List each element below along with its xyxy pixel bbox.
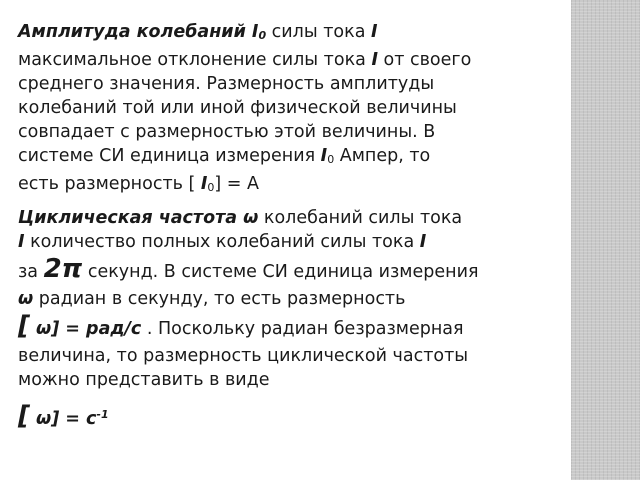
amplitude-text: системе СИ единица измерения (18, 146, 321, 166)
two-pi-symbol: 2π (43, 254, 83, 284)
frequency-paragraph (18, 206, 570, 392)
amplitude-paragraph (18, 20, 570, 200)
frequency-line-7: можно представить в виде (18, 370, 270, 390)
amplitude-text: ] = А (214, 174, 260, 194)
frequency-term: Циклическая частота ω (18, 208, 259, 228)
current-symbol: I (419, 232, 427, 252)
amplitude-subscript: 0 (327, 153, 335, 166)
omega-unit: ω] = рад/с (29, 319, 142, 339)
frequency-line-6: величина, то размерность циклической частоты (18, 346, 469, 366)
formula-line (18, 398, 570, 436)
frequency-text: . Поскольку радиан безразмерная (141, 319, 464, 339)
amplitude-subscript: 0 (207, 181, 215, 194)
amplitude-line-3: среднего значения. Размерность амплитуды (18, 74, 435, 94)
amplitude-line-7 (18, 172, 570, 200)
amplitude-subscript: 0 (258, 29, 267, 42)
right-decorative-band (571, 0, 640, 480)
current-symbol: I (18, 232, 25, 252)
current-symbol: I (370, 22, 378, 42)
amplitude-line-5: совпадает с размерностью этой величины. В (18, 122, 436, 142)
amplitude-line-6 (18, 144, 570, 172)
frequency-text: радиан в секунду, то есть размерность (33, 289, 406, 309)
amplitude-text: от своего (377, 50, 472, 70)
frequency-line-2 (18, 230, 570, 254)
amplitude-line-2 (18, 48, 570, 72)
bracket-symbol: [ (18, 311, 30, 341)
omega-symbol: ω (18, 289, 34, 309)
frequency-line-4 (18, 287, 570, 311)
amplitude-text: силы тока (266, 22, 371, 42)
amplitude-line-1 (18, 20, 570, 48)
amplitude-symbol: I (200, 174, 208, 194)
frequency-line-1 (18, 206, 570, 230)
amplitude-symbol: I (320, 146, 328, 166)
frequency-line-3 (18, 254, 570, 287)
amplitude-text: есть размерность [ (18, 174, 201, 194)
amplitude-line-4: колебаний той или иной физической величины (18, 98, 457, 118)
formula-body: ω] = с (29, 409, 97, 429)
amplitude-text: максимальное отклонение силы тока (18, 50, 372, 70)
frequency-text: секунд. В системе СИ единица измерения (82, 262, 479, 282)
frequency-line-5 (18, 311, 570, 344)
current-symbol: I (371, 50, 378, 70)
frequency-text: количество полных колебаний силы тока (24, 232, 420, 252)
amplitude-text: Ампер, то (334, 146, 431, 166)
omega-dimension-formula (18, 398, 570, 436)
slide-content (18, 20, 570, 436)
bracket-symbol: [ (18, 401, 30, 431)
amplitude-term: Амплитуда колебаний I (18, 22, 259, 42)
frequency-text: за (18, 262, 44, 282)
formula-exponent: -1 (96, 408, 109, 421)
frequency-text: колебаний силы тока (258, 208, 463, 228)
